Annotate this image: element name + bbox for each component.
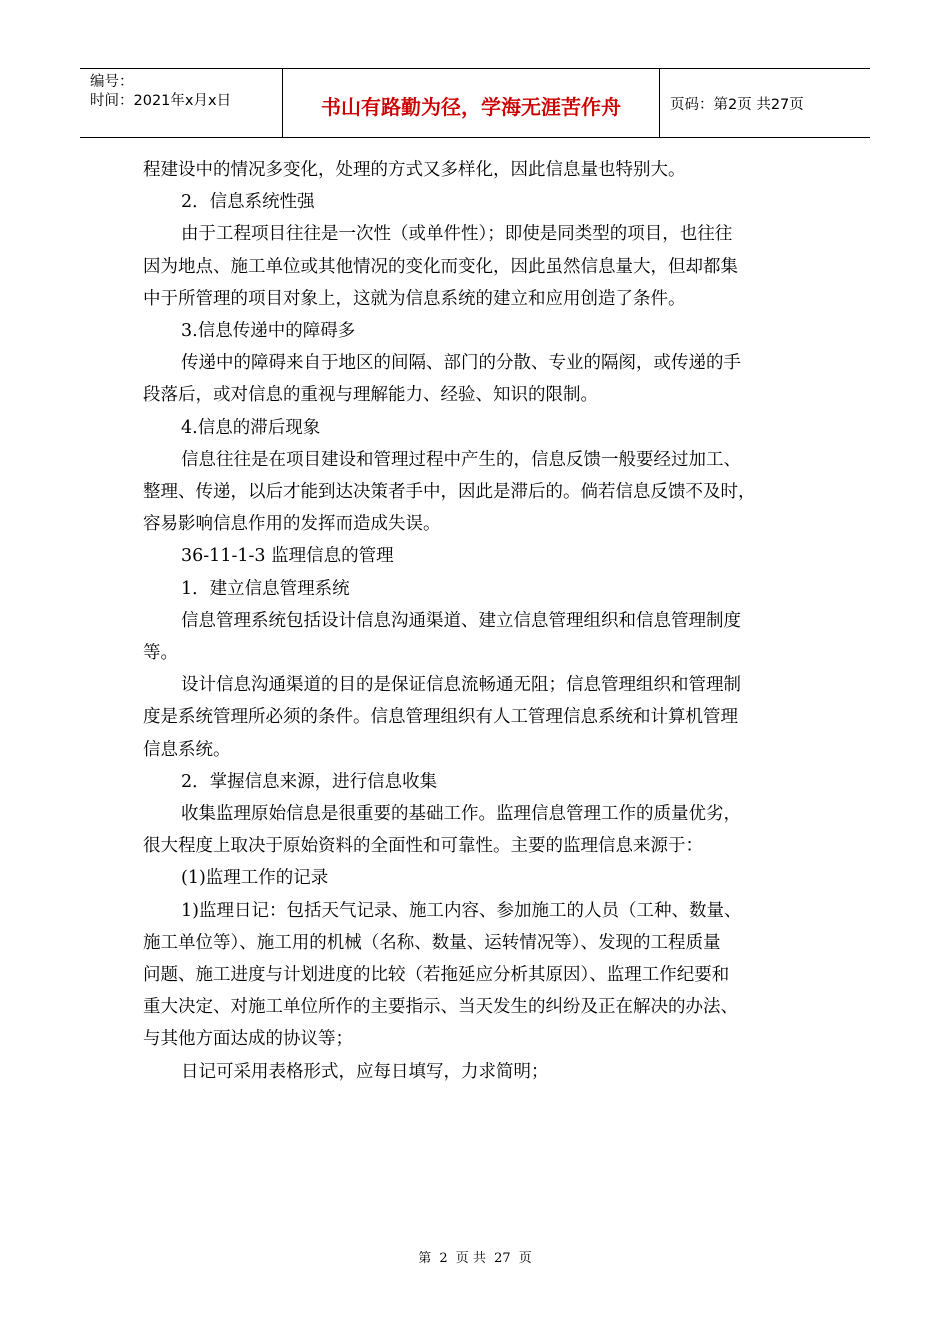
text-line: 1)监理日记：包括天气记录、施工内容、参加施工的人员（工种、数量、 [181, 900, 742, 921]
text-line: 由于工程项目往往是一次性（或单件性）；即使是同类型的项目，也往往 [181, 224, 733, 245]
text-line: 收集监理原始信息是很重要的基础工作。监理信息管理工作的质量优劣， [181, 804, 741, 825]
text-line: 信息管理系统包括设计信息沟通渠道、建立信息管理组织和信息管理制度 [181, 610, 741, 631]
text-line: 信息系统。 [143, 739, 231, 760]
text-line: 因为地点、施工单位或其他情况的变化而变化，因此虽然信息量大，但却都集 [143, 256, 738, 277]
text-line: 重大决定、对施工单位所作的主要指示、当天发生的纠纷及正在解决的办法、 [143, 997, 738, 1018]
text-line: 2．掌握信息来源，进行信息收集 [181, 771, 438, 792]
text-line: 信息往往是在项目建设和管理过程中产生的，信息反馈一般要经过加工、 [181, 449, 741, 470]
footer-page-number: 2 [439, 1251, 448, 1266]
text-line: 问题、施工进度与计划进度的比较（若拖延应分析其原因）、监理工作纪要和 [143, 965, 730, 986]
page-header [80, 68, 870, 138]
footer-total-pages: 27 [494, 1251, 511, 1266]
header-motto: 书山有路勤为径，学海无涯苦作舟 [283, 69, 660, 137]
text-line: 36-11-1-3 监理信息的管理 [181, 546, 394, 567]
footer-mid: 页 共 [455, 1251, 486, 1266]
footer-suffix: 页 [518, 1251, 532, 1266]
text-line: 度是系统管理所必须的条件。信息管理组织有人工管理信息系统和计算机管理 [143, 707, 738, 728]
text-line: 传递中的障碍来自于地区的间隔、部门的分散、专业的隔阂，或传递的手 [181, 353, 741, 374]
text-line: 中于所管理的项目对象上，这就为信息系统的建立和应用创造了条件。 [143, 288, 686, 309]
text-line: 等。 [143, 643, 178, 664]
doc-code-label: 编号： [90, 74, 134, 90]
text-line: 段落后，或对信息的重视与理解能力、经验、知识的限制。 [143, 385, 598, 406]
text-line: (1)监理工作的记录 [181, 868, 329, 889]
text-line: 2．信息系统性强 [181, 192, 315, 213]
text-line: 很大程度上取决于原始资料的全面性和可靠性。主要的监理信息来源于： [143, 836, 703, 857]
header-page-info: 页码：第2页 共27页 [670, 96, 804, 113]
text-line: 施工单位等）、施工用的机械（名称、数量、运转情况等）、发现的工程质量 [143, 932, 721, 953]
doc-date-label: 时间：2021年x月x日 [90, 93, 232, 109]
text-line: 整理、传递，以后才能到达决策者手中，因此是滞后的。倘若信息反馈不及时， [143, 482, 756, 503]
text-line: 与其他方面达成的协议等； [143, 1029, 353, 1050]
document-body [143, 154, 815, 1088]
footer-prefix: 第 [418, 1251, 432, 1266]
text-line: 程建设中的情况多变化，处理的方式又多样化，因此信息量也特别大。 [143, 160, 686, 180]
text-line: 3.信息传递中的障碍多 [181, 321, 356, 342]
text-line: 1．建立信息管理系统 [181, 578, 350, 599]
page-footer [0, 1247, 950, 1266]
text-line: 设计信息沟通渠道的目的是保证信息流畅通无阻；信息管理组织和管理制 [181, 675, 741, 696]
text-line: 容易影响信息作用的发挥而造成失误。 [143, 514, 441, 535]
text-line: 4.信息的滞后现象 [181, 417, 321, 438]
text-line: 日记可采用表格形式，应每日填写，力求简明； [181, 1061, 549, 1082]
header-meta [80, 69, 283, 137]
